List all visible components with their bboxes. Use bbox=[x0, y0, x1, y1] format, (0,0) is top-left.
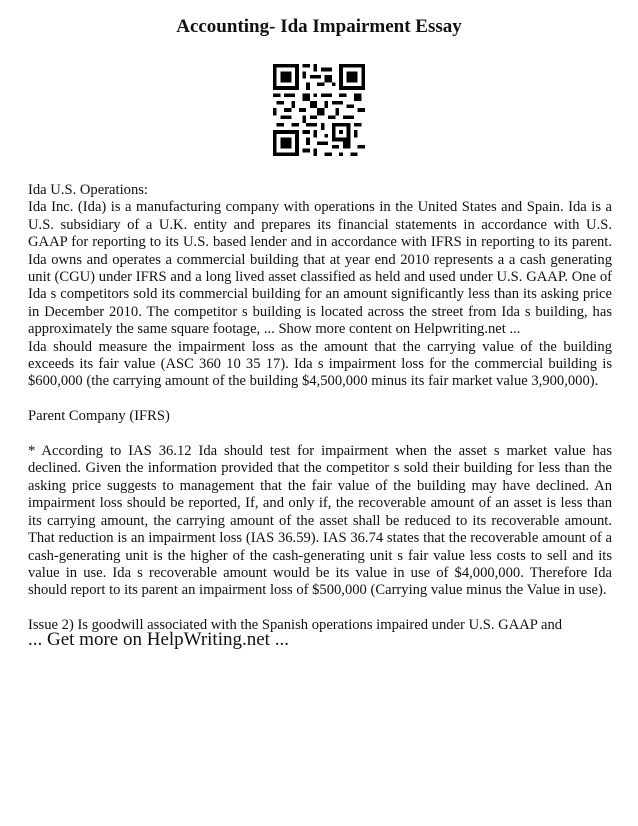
paragraph-impairment-measurement: Ida should measure the impairment loss as the amount that the carrying value of the building exceeds its fair value (ASC 360 10 35 17). Ida s impairment loss for the commercial building is $600,000 (the carrying amount of the building $4,500,000 minus its fair market value 3,900,000). bbox=[28, 338, 612, 390]
qr-code-icon bbox=[273, 64, 365, 156]
paragraph-issue-2: Issue 2) Is goodwill associated with the Spanish operations impaired under U.S. GAAP and bbox=[28, 617, 563, 634]
paragraph-company-overview: Ida Inc. (Ida) is a manufacturing company with operations in the United States and Spain. Ida is a U.S. subsidiary of a U.K. entity and prepares its financial statements in accordance with U.S. GAAP for reporting to its U.S. based lender and in accordance with IFRS in reporting to its parent. Ida owns and operates a commercial building that at year end 2010 represents a a cash generating unit (CGU) under IFRS and a long lived asset classified as held and used under U.S. GAAP. One of Ida s competitors sold its commercial building for an amount significantly less than its asking price in December 2010. The competitor s building is located across the street from Ida s building, has approximately the same square footage, ... Show more content on Helpwriting.net ... bbox=[28, 199, 612, 338]
paragraph-ias-analysis: * According to IAS 36.12 Ida should test for impairment when the asset s market value has declined. Given the information provided that the competitor s sold their building for less than the asking price suggests to management that the fair value of the building may have declined. An impairment loss should be reported, If, and only if, the recoverable amount of an asset is less than its carrying amount, the carrying amount of the asset shall be reduced to its recoverable amount. That reduction is an impairment loss (IAS 36.59). IAS 36.74 states that the recoverable amount of a cash-generating unit is the higher of the cash-generating unit s fair value less costs to sell and its value in use. Ida s recoverable amount would be its value in use of $4,000,000. Therefore Ida should report to its parent an impairment loss of $500,000 (Carrying value minus the Value in use). bbox=[28, 443, 612, 599]
get-more-link[interactable]: ... Get more on HelpWriting.net ... bbox=[28, 629, 289, 650]
heading-parent-company: Parent Company (IFRS) bbox=[28, 408, 170, 425]
document-title: Accounting- Ida Impairment Essay bbox=[176, 16, 462, 37]
document-body bbox=[28, 182, 612, 635]
heading-us-operations: Ida U.S. Operations: bbox=[28, 182, 148, 198]
